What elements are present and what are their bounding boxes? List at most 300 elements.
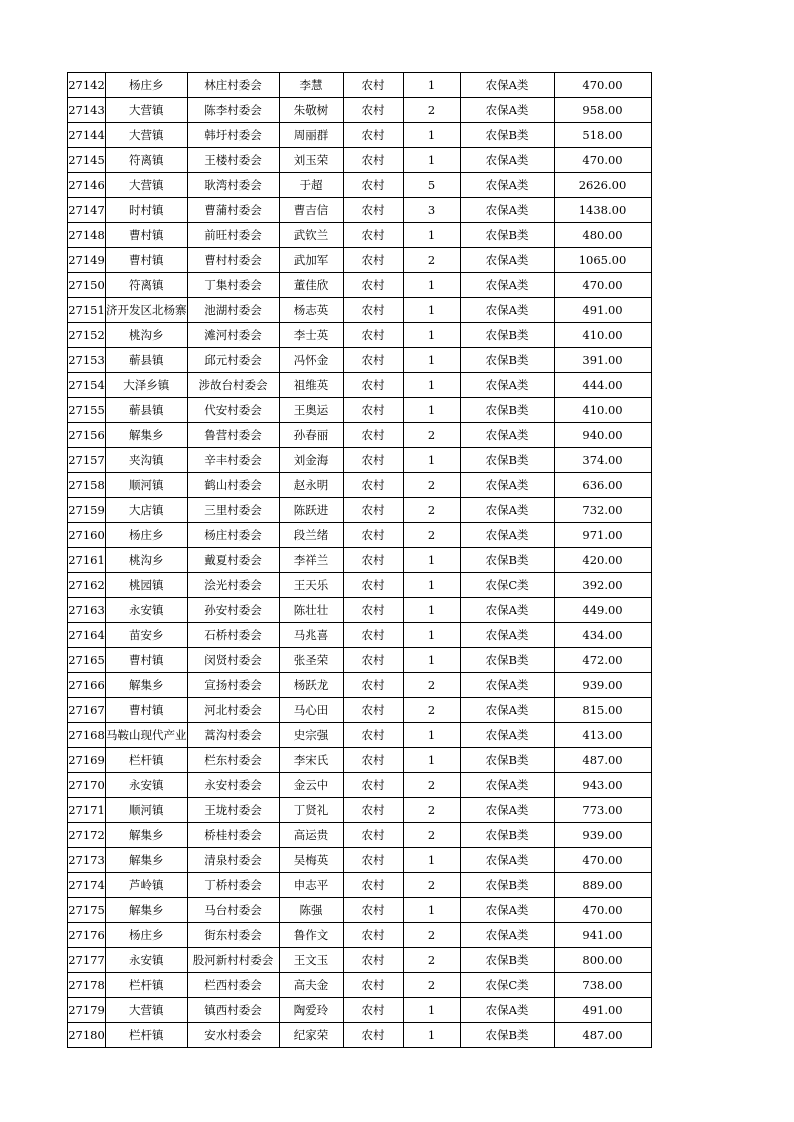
table-row	[68, 198, 652, 223]
table-row	[68, 423, 652, 448]
member-count-cell: 3	[403, 198, 460, 223]
member-count-cell: 1	[403, 648, 460, 673]
person-name-cell: 陈强	[279, 898, 343, 923]
record-id-cell: 27152	[68, 323, 106, 348]
village-committee-cell: 镇西村委会	[187, 998, 279, 1023]
member-count-cell: 1	[403, 398, 460, 423]
village-committee-cell: 宣扬村委会	[187, 673, 279, 698]
insurance-class-cell: 农保B类	[460, 448, 554, 473]
area-type-cell: 农村	[343, 948, 403, 973]
township-cell: 顺河镇	[106, 473, 188, 498]
area-type-cell: 农村	[343, 523, 403, 548]
area-type-cell: 农村	[343, 798, 403, 823]
person-name-cell: 陈跃进	[279, 498, 343, 523]
member-count-cell: 2	[403, 823, 460, 848]
person-name-cell: 王天乐	[279, 573, 343, 598]
member-count-cell: 2	[403, 673, 460, 698]
table-row	[68, 123, 652, 148]
village-committee-cell: 股河新村村委会	[187, 948, 279, 973]
village-committee-cell: 丁桥村委会	[187, 873, 279, 898]
record-id-cell: 27176	[68, 923, 106, 948]
amount-cell: 1438.00	[554, 198, 651, 223]
township-cell: 永安镇	[106, 598, 188, 623]
amount-cell: 470.00	[554, 273, 651, 298]
person-name-cell: 高运贵	[279, 823, 343, 848]
person-name-cell: 李士英	[279, 323, 343, 348]
table-row	[68, 698, 652, 723]
village-committee-cell: 邱元村委会	[187, 348, 279, 373]
member-count-cell: 1	[403, 598, 460, 623]
table-row	[68, 898, 652, 923]
area-type-cell: 农村	[343, 823, 403, 848]
village-committee-cell: 王垅村委会	[187, 798, 279, 823]
area-type-cell: 农村	[343, 498, 403, 523]
table-row	[68, 548, 652, 573]
township-cell: 桃园镇	[106, 573, 188, 598]
area-type-cell: 农村	[343, 248, 403, 273]
village-committee-cell: 辛丰村委会	[187, 448, 279, 473]
area-type-cell: 农村	[343, 748, 403, 773]
village-committee-cell: 滩河村委会	[187, 323, 279, 348]
village-committee-cell: 戴夏村委会	[187, 548, 279, 573]
insurance-class-cell: 农保A类	[460, 623, 554, 648]
township-cell: 蕲县镇	[106, 348, 188, 373]
record-id-cell: 27154	[68, 373, 106, 398]
amount-cell: 889.00	[554, 873, 651, 898]
area-type-cell: 农村	[343, 923, 403, 948]
area-type-cell: 农村	[343, 373, 403, 398]
record-id-cell: 27177	[68, 948, 106, 973]
insurance-class-cell: 农保B类	[460, 223, 554, 248]
village-committee-cell: 杨庄村委会	[187, 523, 279, 548]
table-row	[68, 923, 652, 948]
village-committee-cell: 涉故台村委会	[187, 373, 279, 398]
record-id-cell: 27145	[68, 148, 106, 173]
record-id-cell: 27168	[68, 723, 106, 748]
area-type-cell: 农村	[343, 473, 403, 498]
table-row	[68, 723, 652, 748]
table-row	[68, 1023, 652, 1048]
record-id-cell: 27143	[68, 98, 106, 123]
member-count-cell: 2	[403, 798, 460, 823]
township-cell: 蕲县镇	[106, 398, 188, 423]
township-cell: 符离镇	[106, 273, 188, 298]
record-id-cell: 27147	[68, 198, 106, 223]
person-name-cell: 孙春丽	[279, 423, 343, 448]
amount-cell: 470.00	[554, 73, 651, 98]
member-count-cell: 2	[403, 698, 460, 723]
insurance-class-cell: 农保C类	[460, 973, 554, 998]
amount-cell: 410.00	[554, 323, 651, 348]
member-count-cell: 1	[403, 73, 460, 98]
record-id-cell: 27174	[68, 873, 106, 898]
member-count-cell: 2	[403, 873, 460, 898]
township-cell: 大店镇	[106, 498, 188, 523]
village-committee-cell: 清泉村委会	[187, 848, 279, 873]
area-type-cell: 农村	[343, 123, 403, 148]
person-name-cell: 武加军	[279, 248, 343, 273]
township-cell: 栏杆镇	[106, 748, 188, 773]
township-cell: 杨庄乡	[106, 73, 188, 98]
area-type-cell: 农村	[343, 598, 403, 623]
insurance-class-cell: 农保B类	[460, 873, 554, 898]
village-committee-cell: 浍光村委会	[187, 573, 279, 598]
area-type-cell: 农村	[343, 448, 403, 473]
record-id-cell: 27150	[68, 273, 106, 298]
amount-cell: 472.00	[554, 648, 651, 673]
table-row	[68, 298, 652, 323]
person-name-cell: 申志平	[279, 873, 343, 898]
township-cell: 大营镇	[106, 98, 188, 123]
person-name-cell: 王文玉	[279, 948, 343, 973]
table-row	[68, 148, 652, 173]
insurance-class-cell: 农保B类	[460, 548, 554, 573]
record-id-cell: 27158	[68, 473, 106, 498]
person-name-cell: 纪家荣	[279, 1023, 343, 1048]
table-row	[68, 348, 652, 373]
person-name-cell: 李宋氏	[279, 748, 343, 773]
person-name-cell: 史宗强	[279, 723, 343, 748]
member-count-cell: 1	[403, 123, 460, 148]
person-name-cell: 朱敬树	[279, 98, 343, 123]
village-committee-cell: 曹村村委会	[187, 248, 279, 273]
table-row	[68, 873, 652, 898]
record-id-cell: 27180	[68, 1023, 106, 1048]
township-cell: 大营镇	[106, 998, 188, 1023]
person-name-cell: 周丽群	[279, 123, 343, 148]
member-count-cell: 1	[403, 623, 460, 648]
insurance-class-cell: 农保B类	[460, 348, 554, 373]
records-table-body	[68, 73, 652, 1048]
area-type-cell: 农村	[343, 573, 403, 598]
village-committee-cell: 林庄村委会	[187, 73, 279, 98]
member-count-cell: 2	[403, 948, 460, 973]
village-committee-cell: 鹤山村委会	[187, 473, 279, 498]
amount-cell: 732.00	[554, 498, 651, 523]
insurance-class-cell: 农保A类	[460, 498, 554, 523]
record-id-cell: 27162	[68, 573, 106, 598]
village-committee-cell: 丁集村委会	[187, 273, 279, 298]
person-name-cell: 马兆喜	[279, 623, 343, 648]
amount-cell: 487.00	[554, 748, 651, 773]
person-name-cell: 曹吉信	[279, 198, 343, 223]
township-cell: 解集乡	[106, 673, 188, 698]
person-name-cell: 金云中	[279, 773, 343, 798]
township-cell: 济开发区北杨寨	[106, 298, 188, 323]
record-id-cell: 27178	[68, 973, 106, 998]
township-cell: 夹沟镇	[106, 448, 188, 473]
village-committee-cell: 鲁营村委会	[187, 423, 279, 448]
amount-cell: 480.00	[554, 223, 651, 248]
insurance-class-cell: 农保A类	[460, 698, 554, 723]
record-id-cell: 27144	[68, 123, 106, 148]
member-count-cell: 1	[403, 373, 460, 398]
amount-cell: 420.00	[554, 548, 651, 573]
person-name-cell: 段兰绪	[279, 523, 343, 548]
insurance-class-cell: 农保A类	[460, 798, 554, 823]
record-id-cell: 27166	[68, 673, 106, 698]
township-cell: 符离镇	[106, 148, 188, 173]
village-committee-cell: 街东村委会	[187, 923, 279, 948]
member-count-cell: 5	[403, 173, 460, 198]
village-committee-cell: 孙安村委会	[187, 598, 279, 623]
area-type-cell: 农村	[343, 298, 403, 323]
record-id-cell: 27160	[68, 523, 106, 548]
record-id-cell: 27157	[68, 448, 106, 473]
person-name-cell: 刘玉荣	[279, 148, 343, 173]
village-committee-cell: 王楼村委会	[187, 148, 279, 173]
township-cell: 解集乡	[106, 898, 188, 923]
record-id-cell: 27155	[68, 398, 106, 423]
record-id-cell: 27156	[68, 423, 106, 448]
person-name-cell: 陈壮壮	[279, 598, 343, 623]
area-type-cell: 农村	[343, 973, 403, 998]
table-row	[68, 973, 652, 998]
area-type-cell: 农村	[343, 698, 403, 723]
amount-cell: 971.00	[554, 523, 651, 548]
record-id-cell: 27148	[68, 223, 106, 248]
table-row	[68, 823, 652, 848]
table-row	[68, 848, 652, 873]
insurance-class-cell: 农保A类	[460, 173, 554, 198]
village-committee-cell: 前旺村委会	[187, 223, 279, 248]
member-count-cell: 1	[403, 998, 460, 1023]
table-row	[68, 773, 652, 798]
amount-cell: 939.00	[554, 823, 651, 848]
record-id-cell: 27167	[68, 698, 106, 723]
area-type-cell: 农村	[343, 98, 403, 123]
record-id-cell: 27164	[68, 623, 106, 648]
insurance-class-cell: 农保B类	[460, 1023, 554, 1048]
township-cell: 解集乡	[106, 423, 188, 448]
area-type-cell: 农村	[343, 848, 403, 873]
insurance-class-cell: 农保A类	[460, 523, 554, 548]
member-count-cell: 1	[403, 273, 460, 298]
area-type-cell: 农村	[343, 348, 403, 373]
table-row	[68, 98, 652, 123]
insurance-class-cell: 农保A类	[460, 248, 554, 273]
township-cell: 时村镇	[106, 198, 188, 223]
insurance-class-cell: 农保A类	[460, 998, 554, 1023]
records-table	[67, 72, 652, 1048]
person-name-cell: 丁贤礼	[279, 798, 343, 823]
township-cell: 解集乡	[106, 848, 188, 873]
record-id-cell: 27151	[68, 298, 106, 323]
amount-cell: 943.00	[554, 773, 651, 798]
table-row	[68, 473, 652, 498]
member-count-cell: 2	[403, 473, 460, 498]
area-type-cell: 农村	[343, 398, 403, 423]
area-type-cell: 农村	[343, 898, 403, 923]
insurance-class-cell: 农保B类	[460, 948, 554, 973]
person-name-cell: 陶爱玲	[279, 998, 343, 1023]
village-committee-cell: 韩圩村委会	[187, 123, 279, 148]
member-count-cell: 2	[403, 773, 460, 798]
insurance-class-cell: 农保A类	[460, 273, 554, 298]
person-name-cell: 冯怀金	[279, 348, 343, 373]
table-row	[68, 598, 652, 623]
member-count-cell: 2	[403, 523, 460, 548]
village-committee-cell: 陈李村委会	[187, 98, 279, 123]
amount-cell: 391.00	[554, 348, 651, 373]
person-name-cell: 王奥运	[279, 398, 343, 423]
area-type-cell: 农村	[343, 148, 403, 173]
member-count-cell: 1	[403, 748, 460, 773]
record-id-cell: 27173	[68, 848, 106, 873]
amount-cell: 470.00	[554, 898, 651, 923]
table-row	[68, 798, 652, 823]
village-committee-cell: 栏东村委会	[187, 748, 279, 773]
table-row	[68, 523, 652, 548]
table-row	[68, 998, 652, 1023]
amount-cell: 518.00	[554, 123, 651, 148]
amount-cell: 939.00	[554, 673, 651, 698]
area-type-cell: 农村	[343, 73, 403, 98]
amount-cell: 374.00	[554, 448, 651, 473]
township-cell: 曹村镇	[106, 248, 188, 273]
person-name-cell: 赵永明	[279, 473, 343, 498]
village-committee-cell: 河北村委会	[187, 698, 279, 723]
village-committee-cell: 代安村委会	[187, 398, 279, 423]
amount-cell: 1065.00	[554, 248, 651, 273]
amount-cell: 449.00	[554, 598, 651, 623]
insurance-class-cell: 农保A类	[460, 473, 554, 498]
area-type-cell: 农村	[343, 648, 403, 673]
record-id-cell: 27149	[68, 248, 106, 273]
village-committee-cell: 桥桂村委会	[187, 823, 279, 848]
insurance-class-cell: 农保B类	[460, 323, 554, 348]
person-name-cell: 马心田	[279, 698, 343, 723]
amount-cell: 773.00	[554, 798, 651, 823]
table-row	[68, 173, 652, 198]
amount-cell: 800.00	[554, 948, 651, 973]
village-committee-cell: 闵贤村委会	[187, 648, 279, 673]
insurance-class-cell: 农保A类	[460, 598, 554, 623]
area-type-cell: 农村	[343, 323, 403, 348]
table-row	[68, 248, 652, 273]
village-committee-cell: 马台村委会	[187, 898, 279, 923]
amount-cell: 940.00	[554, 423, 651, 448]
member-count-cell: 1	[403, 898, 460, 923]
amount-cell: 2626.00	[554, 173, 651, 198]
insurance-class-cell: 农保A类	[460, 673, 554, 698]
member-count-cell: 2	[403, 248, 460, 273]
table-row	[68, 648, 652, 673]
area-type-cell: 农村	[343, 723, 403, 748]
area-type-cell: 农村	[343, 773, 403, 798]
person-name-cell: 李祥兰	[279, 548, 343, 573]
amount-cell: 410.00	[554, 398, 651, 423]
area-type-cell: 农村	[343, 548, 403, 573]
township-cell: 曹村镇	[106, 648, 188, 673]
person-name-cell: 武钦兰	[279, 223, 343, 248]
amount-cell: 444.00	[554, 373, 651, 398]
insurance-class-cell: 农保C类	[460, 573, 554, 598]
member-count-cell: 1	[403, 323, 460, 348]
township-cell: 大营镇	[106, 123, 188, 148]
table-row	[68, 73, 652, 98]
amount-cell: 491.00	[554, 298, 651, 323]
table-row	[68, 398, 652, 423]
township-cell: 顺河镇	[106, 798, 188, 823]
member-count-cell: 1	[403, 573, 460, 598]
insurance-class-cell: 农保A类	[460, 298, 554, 323]
table-row	[68, 273, 652, 298]
insurance-class-cell: 农保A类	[460, 898, 554, 923]
table-row	[68, 673, 652, 698]
person-name-cell: 于超	[279, 173, 343, 198]
township-cell: 大泽乡镇	[106, 373, 188, 398]
insurance-class-cell: 农保A类	[460, 98, 554, 123]
insurance-class-cell: 农保A类	[460, 198, 554, 223]
amount-cell: 636.00	[554, 473, 651, 498]
person-name-cell: 祖维英	[279, 373, 343, 398]
insurance-class-cell: 农保A类	[460, 373, 554, 398]
area-type-cell: 农村	[343, 423, 403, 448]
member-count-cell: 1	[403, 848, 460, 873]
person-name-cell: 李慧	[279, 73, 343, 98]
insurance-class-cell: 农保B类	[460, 823, 554, 848]
insurance-class-cell: 农保B类	[460, 748, 554, 773]
area-type-cell: 农村	[343, 623, 403, 648]
township-cell: 曹村镇	[106, 223, 188, 248]
person-name-cell: 高夫金	[279, 973, 343, 998]
amount-cell: 392.00	[554, 573, 651, 598]
member-count-cell: 2	[403, 923, 460, 948]
record-id-cell: 27175	[68, 898, 106, 923]
table-row	[68, 573, 652, 598]
township-cell: 栏杆镇	[106, 973, 188, 998]
area-type-cell: 农村	[343, 1023, 403, 1048]
township-cell: 永安镇	[106, 773, 188, 798]
insurance-class-cell: 农保A类	[460, 73, 554, 98]
township-cell: 桃沟乡	[106, 548, 188, 573]
amount-cell: 434.00	[554, 623, 651, 648]
table-row	[68, 373, 652, 398]
member-count-cell: 1	[403, 1023, 460, 1048]
record-id-cell: 27163	[68, 598, 106, 623]
person-name-cell: 吴梅英	[279, 848, 343, 873]
record-id-cell: 27159	[68, 498, 106, 523]
table-row	[68, 623, 652, 648]
village-committee-cell: 三里村委会	[187, 498, 279, 523]
insurance-class-cell: 农保A类	[460, 773, 554, 798]
area-type-cell: 农村	[343, 873, 403, 898]
amount-cell: 958.00	[554, 98, 651, 123]
village-committee-cell: 蒿沟村委会	[187, 723, 279, 748]
area-type-cell: 农村	[343, 998, 403, 1023]
member-count-cell: 2	[403, 973, 460, 998]
area-type-cell: 农村	[343, 198, 403, 223]
member-count-cell: 1	[403, 348, 460, 373]
amount-cell: 491.00	[554, 998, 651, 1023]
table-row	[68, 748, 652, 773]
area-type-cell: 农村	[343, 273, 403, 298]
insurance-class-cell: 农保B类	[460, 123, 554, 148]
amount-cell: 470.00	[554, 148, 651, 173]
member-count-cell: 1	[403, 448, 460, 473]
table-row	[68, 948, 652, 973]
amount-cell: 815.00	[554, 698, 651, 723]
table-row	[68, 223, 652, 248]
person-name-cell: 张圣荣	[279, 648, 343, 673]
township-cell: 芦岭镇	[106, 873, 188, 898]
record-id-cell: 27161	[68, 548, 106, 573]
township-cell: 栏杆镇	[106, 1023, 188, 1048]
village-committee-cell: 耿湾村委会	[187, 173, 279, 198]
insurance-class-cell: 农保B类	[460, 648, 554, 673]
table-row	[68, 448, 652, 473]
